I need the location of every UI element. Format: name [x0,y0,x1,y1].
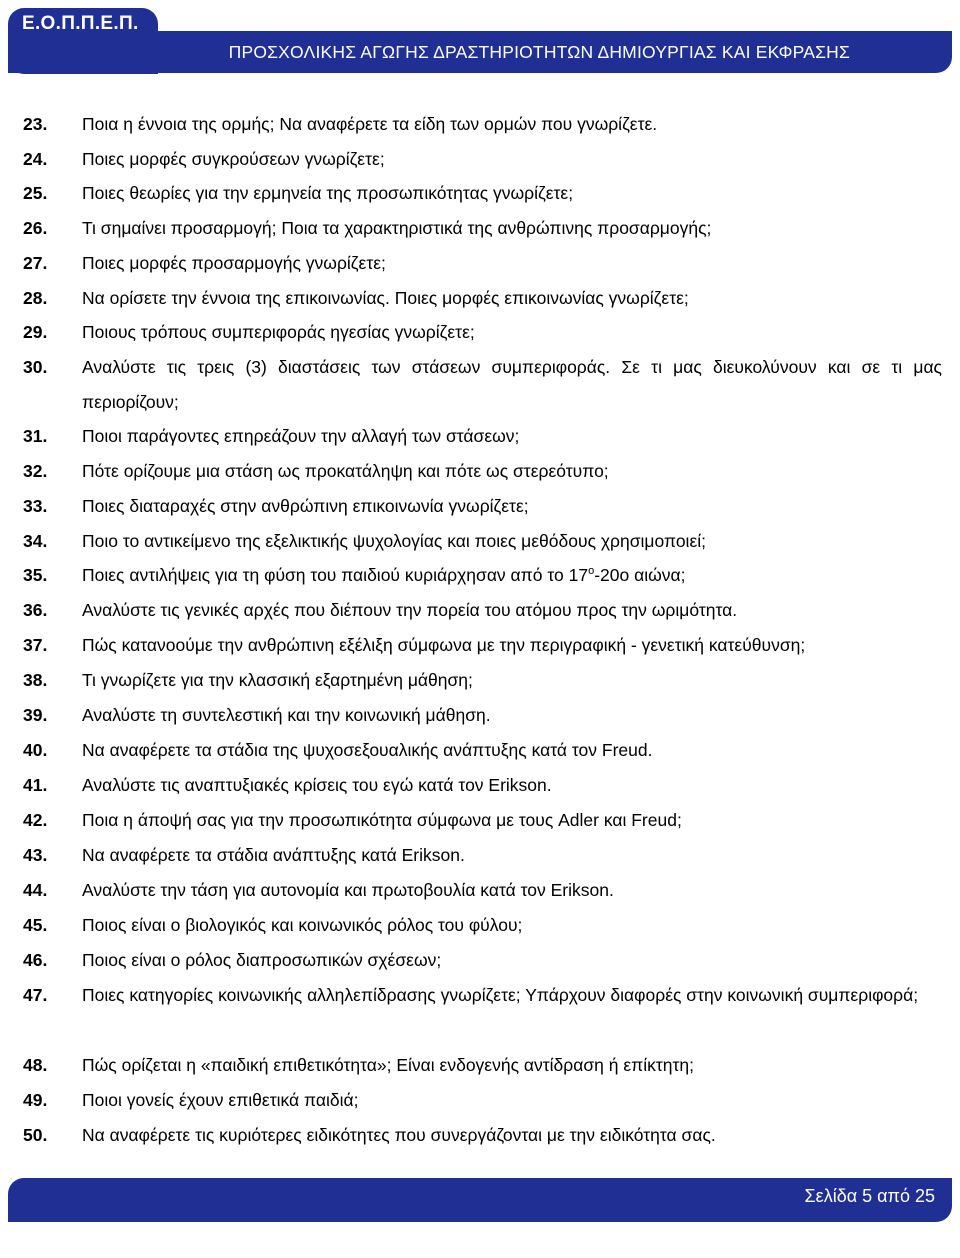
question-number: 37. [23,635,48,655]
question-text: Να αναφέρετε τα στάδια ανάπτυξης κατά Erikson. [82,845,465,865]
question-text: Να αναφέρετε τις κυριότερες ειδικότητες που συνεργάζονται με την ειδικότητα σας. [82,1125,716,1145]
question-number: 39. [23,705,48,725]
question-text: Ποιες θεωρίες για την ερμηνεία της προσωπικότητας γνωρίζετε; [82,183,574,203]
question-number: 40. [23,740,48,760]
question-text-part: Ποιες αντιλήψεις για τη φύση του παιδιού κυριάρχησαν από το 17 [82,565,589,585]
question-text: Ποιες μορφές συγκρούσεων γνωρίζετε; [82,149,385,169]
question-number: 23. [23,114,48,134]
header-title: ΠΡΟΣΧΟΛΙΚΗΣ ΑΓΩΓΗΣ ΔΡΑΣΤΗΡΙΟΤΗΤΩΝ ΔΗΜΙΟΥΡΓΙΑΣ ΚΑΙ ΕΚΦΡΑΣΗΣ [228,42,850,62]
question-text: Ποια η άποψή σας για την προσωπικότητα σύμφωνα με τους Adler και Freud; [82,810,682,830]
question-text: Ποιος είναι ο ρόλος διαπροσωπικών σχέσεων; [82,950,442,970]
question-number: 48. [23,1055,48,1075]
question-text: Ποιος είναι ο βιολογικός και κοινωνικός ρόλος του φύλου; [82,915,523,935]
question-number: 43. [23,845,48,865]
question-text: Ποιοι γονείς έχουν επιθετικά παιδιά; [82,1090,359,1110]
question-text: Ποιες μορφές προσαρμογής γνωρίζετε; [82,253,386,273]
question-number: 47. [23,985,48,1005]
question-text: Πώς κατανοούμε την ανθρώπινη εξέλιξη σύμφωνα με την περιγραφική - γενετική κατεύθυνση; [82,635,806,655]
question-text: Να ορίσετε την έννοια της επικοινωνίας. Ποιες μορφές επικοινωνίας γνωρίζετε; [82,288,689,308]
question-text: Πώς ορίζεται η «παιδική επιθετικότητα»; Είναι ενδογενής αντίδραση ή επίκτητη; [82,1055,695,1075]
question-number: 36. [23,600,48,620]
question-number: 31. [23,426,48,446]
question-number: 44. [23,880,48,900]
question-number: 26. [23,218,48,238]
question-number: 30. [23,357,48,377]
question-text [82,558,942,593]
question-text-part: -20ο αιώνα; [594,565,686,585]
question-text: Ποιο το αντικείμενο της εξελικτικής ψυχολογίας και ποιες μεθόδους χρησιμοποιεί; [82,531,706,551]
question-text: Αναλύστε την τάση για αυτονομία και πρωτοβουλία κατά τον Erikson. [82,880,614,900]
question-number: 24. [23,149,48,169]
question-number: 25. [23,183,48,203]
question-number: 27. [23,253,48,273]
question-number: 42. [23,810,48,830]
question-number: 33. [23,496,48,516]
question-text: Αναλύστε τις αναπτυξιακές κρίσεις του εγώ κατά τον Erikson. [82,775,552,795]
question-number: 32. [23,461,48,481]
question-text: Τι σημαίνει προσαρμογή; Ποια τα χαρακτηριστικά της ανθρώπινης προσαρμογής; [82,218,712,238]
question-text: Ποια η έννοια της ορμής; Να αναφέρετε τα είδη των ορμών που γνωρίζετε. [82,114,658,134]
question-text: Ποιοι παράγοντες επηρεάζουν την αλλαγή των στάσεων; [82,426,520,446]
question-number: 28. [23,288,48,308]
question-text: Αναλύστε τις τρεις (3) διαστάσεις των στάσεων συμπεριφοράς. Σε τι μας διευκολύνουν και σε τι μας περιορίζουν; [82,357,942,412]
question-number: 38. [23,670,48,690]
question-text: Ποιους τρόπους συμπεριφοράς ηγεσίας γνωρίζετε; [82,322,475,342]
question-text: Ποιες διαταραχές στην ανθρώπινη επικοινωνία γνωρίζετε; [82,496,529,516]
ordinal-superscript: ο [588,565,595,578]
question-number: 34. [23,531,48,551]
question-text: Αναλύστε τις γενικές αρχές που διέπουν την πορεία του ατόμου προς την ωριμότητα. [82,600,738,620]
question-number: 35. [23,565,48,585]
question-number: 45. [23,915,48,935]
question-text: Ποιες κατηγορίες κοινωνικής αλληλεπίδρασης γνωρίζετε; Υπάρχουν διαφορές στην κοινωνική συμπεριφορά; [82,985,919,1005]
org-label: Ε.Ο.Π.Π.Ε.Π. [22,13,139,34]
question-text: Πότε ορίζουμε μια στάση ως προκατάληψη και πότε ως στερεότυπο; [82,461,609,481]
question-number: 29. [23,322,48,342]
question-number: 41. [23,775,48,795]
question-number: 46. [23,950,48,970]
page-number: Σελίδα 5 από 25 [804,1186,935,1206]
question-text: Αναλύστε τη συντελεστική και την κοινωνική μάθηση. [82,705,491,725]
question-text: Να αναφέρετε τα στάδια της ψυχοσεξουαλικής ανάπτυξης κατά τον Freud. [82,740,653,760]
question-text: Τι γνωρίζετε για την κλασσική εξαρτημένη μάθηση; [82,670,473,690]
question-number: 49. [23,1090,48,1110]
question-number: 50. [23,1125,48,1145]
